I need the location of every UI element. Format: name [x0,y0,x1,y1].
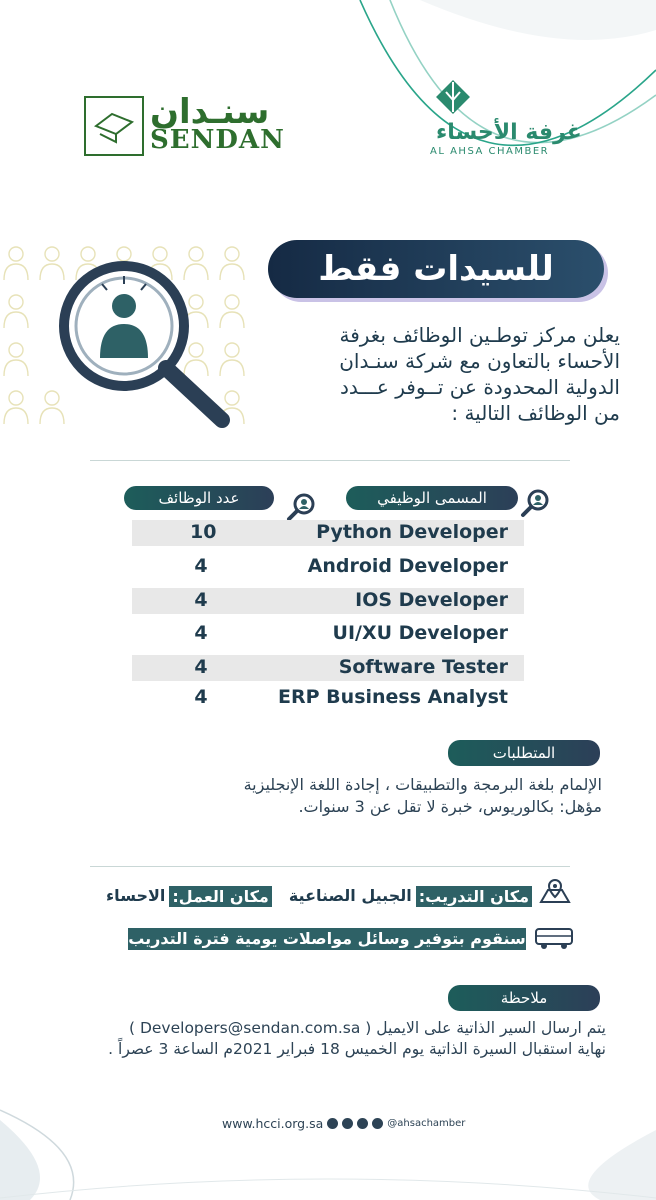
job-count: 4 [194,656,208,678]
ahsa-chamber-logo-icon [432,76,474,118]
application-email[interactable]: ( Developers@sendan.com.sa ) [128,1019,372,1037]
transport-notice: سنقوم بتوفير وسائل مواصلات يومية فترة التدريب [128,929,526,948]
search-person-icon [520,488,550,518]
map-pin-icon [538,876,572,906]
job-title: ERP Business Analyst [278,686,508,708]
requirement-line: الإلمام بلغة البرمجة والتطبيقات ، إجادة اللغة الإنجليزية [243,775,602,794]
sendan-logo-english: SENDAN [150,125,285,155]
search-person-icon [286,492,316,522]
snapchat-icon[interactable] [342,1118,353,1129]
intro-line: يعلن مركز توطـين الوظائف بغرفة [339,323,620,347]
people-search-illustration [0,240,270,440]
social-handle[interactable]: @ahsachamber [387,1118,466,1129]
training-location-label: مكان التدريب: [416,886,532,907]
job-title: Android Developer [307,555,508,577]
banner-title: للسيدات فقط [318,249,554,289]
bus-icon [534,926,574,950]
work-location-value: الاحساء [106,886,166,905]
job-count: 4 [194,686,208,708]
women-only-banner [268,240,604,298]
note-text [60,1018,606,1060]
intro-line: من الوظائف التالية : [451,401,620,425]
work-location-label: مكان العمل: [169,886,271,907]
intro-line: الأحساء بالتعاون مع شركة سنـدان [339,349,620,373]
job-title: IOS Developer [355,589,508,611]
intro-line: الدولية المحدودة عن تــوفر عـــدد [339,375,620,399]
column-header-job-title: المسمى الوظيفي [346,486,518,510]
training-location-value: الجبيل الصناعية [288,886,412,905]
column-header-job-count: عدد الوظائف [124,486,274,510]
announcement-text [250,322,620,426]
twitter-icon[interactable] [357,1118,368,1129]
note-email-instruction: يتم ارسال السير الذاتية على الايميل [376,1019,606,1037]
website-link[interactable]: www.hcci.org.sa [222,1116,324,1131]
footer-decoration [0,1090,656,1200]
requirement-line: مؤهل: بكالوريوس، خبرة لا تقل عن 3 سنوات. [298,797,602,816]
sendan-logo-emblem [84,96,144,156]
footer-contact [222,1116,465,1131]
job-count: 4 [194,622,208,644]
sendan-logo-arabic: سنـدان [150,92,270,132]
divider [90,460,570,461]
note-heading: ملاحظة [448,985,600,1011]
instagram-icon[interactable] [372,1118,383,1129]
job-count: 4 [194,555,208,577]
job-title: UI/XU Developer [332,622,508,644]
training-location [289,886,532,907]
requirements-text [243,774,602,818]
work-location [106,886,272,907]
ahsa-chamber-logo-arabic: غرفة الأحساء [436,120,582,145]
youtube-icon[interactable] [327,1118,338,1129]
divider [90,866,570,867]
job-count: 10 [190,521,217,543]
ahsa-chamber-logo-english: AL AHSA CHAMBER [430,146,550,157]
note-deadline: نهاية استقبال السيرة الذاتية يوم الخميس 18 فبراير 2021م الساعة 3 عصراً . [108,1040,606,1058]
job-count: 4 [194,589,208,611]
requirements-heading: المتطلبات [448,740,600,766]
note-line-1 [60,1018,606,1039]
job-title: Python Developer [316,521,508,543]
job-title: Software Tester [338,656,508,678]
